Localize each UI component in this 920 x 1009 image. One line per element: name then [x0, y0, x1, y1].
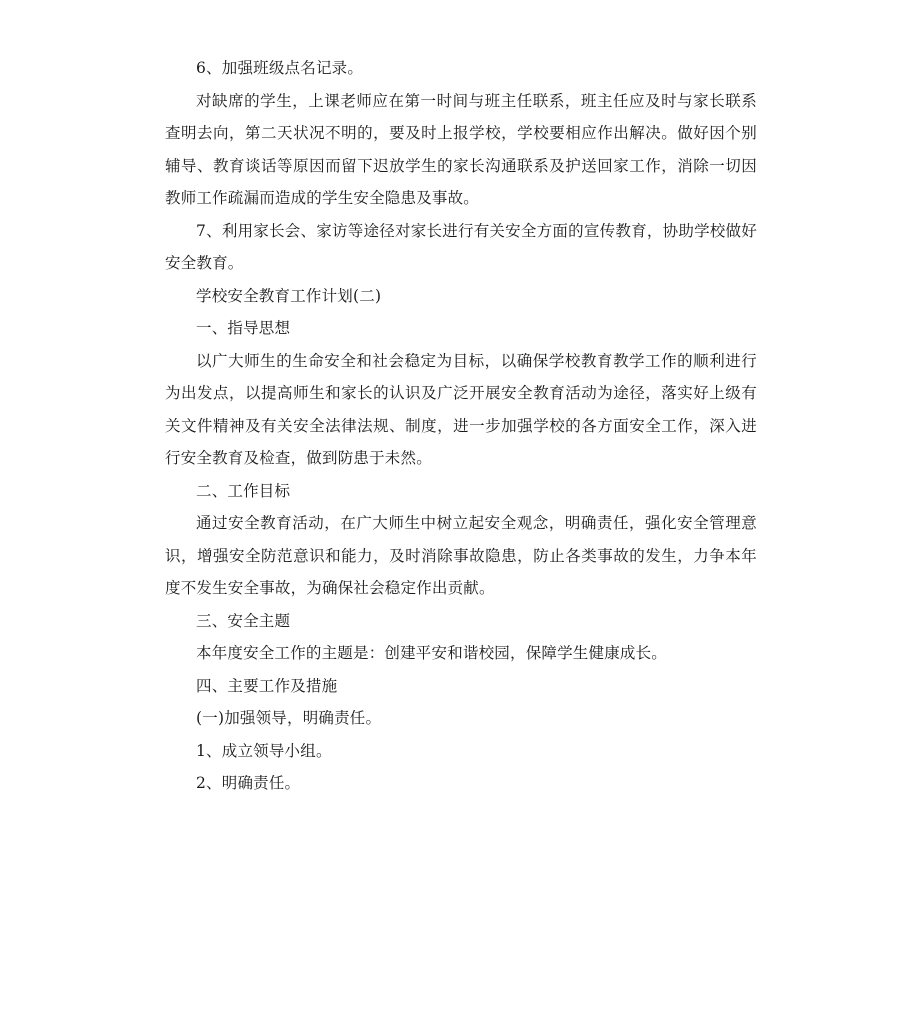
- section-title: 学校安全教育工作计划(二): [196, 286, 382, 305]
- paragraph-safety-theme: 本年度安全工作的主题是：创建平安和谐校园，保障学生健康成长。: [196, 644, 668, 662]
- document-body: [165, 52, 757, 800]
- paragraph-item-7: 7、利用家长会、家访等途径对家长进行有关安全方面的宣传教育，协助学校做好安全教育。: [165, 221, 757, 272]
- heading-main-work: 四、主要工作及措施: [196, 676, 338, 695]
- paragraph-absence-handling: 对缺席的学生，上课老师应在第一时间与班主任联系，班主任应及时与家长联系查明去向，第二天状况不明的，要及时上报学校，学校要相应作出解决。做好因个别辅导、教育谈话等原因而留下迟放学生的家长沟通联系及护送回家工作，消除一切因教师工作疏漏而造成的学生安全隐患及事故。: [165, 91, 757, 207]
- subheading-leadership: (一)加强领导，明确责任。: [196, 709, 382, 727]
- list-item-clarify-responsibility: 2、明确责任。: [196, 774, 301, 792]
- paragraph-guiding-ideology: 以广大师生的生命安全和社会稳定为目标，以确保学校教育教学工作的顺利进行为出发点，以提高师生和家长的认识及广泛开展安全教育活动为途径，落实好上级有关文件精神及有关安全法律法规、制度，进一步加强学校的各方面安全工作，深入进行安全教育及检查，做到防患于未然。: [165, 351, 757, 467]
- paragraph-item-6: 6、加强班级点名记录。: [196, 59, 364, 77]
- heading-work-goals: 二、工作目标: [196, 481, 291, 500]
- heading-safety-theme: 三、安全主题: [196, 611, 291, 630]
- paragraph-work-goals: 通过安全教育活动，在广大师生中树立起安全观念，明确责任，强化安全管理意识，增强安全防范意识和能力，及时消除事故隐患，防止各类事故的发生，力争本年度不发生安全事故，为确保社会稳定作出贡献。: [165, 514, 757, 597]
- heading-guiding-ideology: 一、指导思想: [196, 319, 291, 337]
- list-item-leadership-group: 1、成立领导小组。: [196, 741, 332, 760]
